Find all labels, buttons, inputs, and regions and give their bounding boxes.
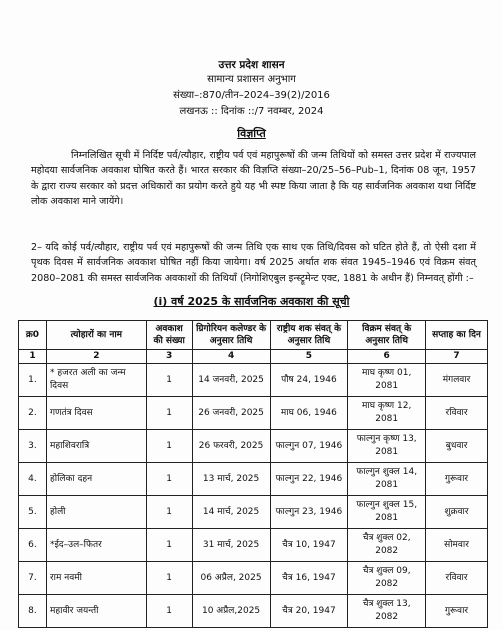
cell-sno: 8. [19,595,47,628]
col-header-gregorian: ग्रिगोरियन कलेण्डर के अनुसार तिथि [192,321,270,350]
cell-weekday: मंगलवार [426,364,488,397]
govt-name: उत्तर प्रदेश शासन [218,59,285,71]
cell-count: 1 [146,430,192,463]
cell-saka-date: फाल्गुन 22, 1946 [270,463,348,496]
column-number-row [19,350,488,364]
table-header-row [19,321,488,350]
cell-sno: 7. [19,562,47,595]
cell-count: 1 [146,496,192,529]
col-number: 7 [426,350,488,364]
table-row [19,430,488,463]
department-name: सामान्य प्रशासन अनुभाग [207,74,296,85]
col-number: 2 [46,350,146,364]
paragraph-1: निम्नलिखित सूची में निर्दिष्ट पर्व/त्यौहार, राष्ट्रीय पर्व एवं महापुरूषों की जन्म तिथियों को समस्त उत्तर प्रदेश में राज्यपाल महोदया सार्वजनिक अवकाश घोषित करते हैं। भारत सरकार की विज्ञप्ति संख्या–20/25–56–Pub–1, दिनांक 08 जून, 1957 के द्वारा राज्य सरकार को प्रदत्त अधिकारों का प्रयोग करते हुये यह भी स्पष्ट किया जाता है कि यह सार्वजनिक अवकाश यथा निर्दिष्ट लोक अवकाश माने जायेंगे। [31,150,476,207]
paragraph-2: 2– यदि कोई पर्व/त्यौहार, राष्ट्रीय पर्व एवं महापुरूषों की जन्म तिथि एक साथ एक तिथि/दिवस को घटित होते हैं, तो ऐसी दशा में पृथक दिवस में सार्वजनिक अवकाश घोषित नहीं किया जायेगा। वर्ष 2025 अर्थात शक संवत 1945–1946 एवं विक्रम संवत् 2080–2081 की समस्त सार्वजनिक अवकाशों की तिथियाँ (निगोशिएबुल इन्स्ट्रूमेन्ट एक्ट, 1881 के अधीन हैं) निम्नवत् होंगी :– [31,242,476,284]
table-row [19,496,488,529]
cell-weekday: गुरूवार [426,463,488,496]
col-header-vikram: विक्रम संवत् के अनुसार तिथि [348,321,426,350]
cell-gregorian-date: 14 मार्च, 2025 [192,496,270,529]
cell-count: 1 [146,397,192,430]
cell-sno: 6. [19,529,47,562]
cell-weekday: गुरूवार [426,595,488,628]
cell-saka-date: चैत्र 16, 1947 [270,562,348,595]
cell-count: 1 [146,529,192,562]
table-body [19,364,488,628]
cell-count: 1 [146,562,192,595]
cell-weekday: बुधवार [426,430,488,463]
cell-gregorian-date: 31 मार्च, 2025 [192,529,270,562]
col-header-sno: क्र0 [19,321,47,350]
cell-festival: गणतंत्र दिवस [46,397,146,430]
cell-vikram-date: चैत्र शुक्ल 13, 2082 [348,595,426,628]
cell-festival: होलिका दहन [46,463,146,496]
cell-sno: 3. [19,430,47,463]
date-line: लखनऊ :: दिनांक ::/7 नवम्बर, 2024 [179,106,324,117]
cell-festival: होली [46,496,146,529]
col-header-weekday: सप्ताह का दिन [426,321,488,350]
cell-saka-date: फाल्गुन 07, 1946 [270,430,348,463]
col-number: 3 [146,350,192,364]
col-header-saka: राष्ट्रीय शक संवत् के अनुसार तिथि [270,321,348,350]
table-row [19,463,488,496]
cell-weekday: रविवार [426,397,488,430]
cell-vikram-date: फाल्गुन कृष्ण 13, 2081 [348,430,426,463]
cell-gregorian-date: 26 जनवरी, 2025 [192,397,270,430]
cell-saka-date: पौष 24, 1946 [270,364,348,397]
col-header-festival: त्योहारों का नाम [46,321,146,350]
table-row [19,562,488,595]
holiday-list-title: (i) वर्ष 2025 के सार्वजनिक अवकाश की सूची [153,295,350,308]
cell-vikram-date: चैत्र शुक्ल 02, 2082 [348,529,426,562]
col-number: 5 [270,350,348,364]
cell-sno: 1. [19,364,47,397]
reference-number: संख्या–:870/तीन–2024–39(2)/2016 [173,90,330,101]
cell-festival: * हजरत अली का जन्म दिवस [46,364,146,397]
table-row [19,529,488,562]
cell-gregorian-date: 13 मार्च, 2025 [192,463,270,496]
cell-gregorian-date: 06 अप्रैल, 2025 [192,562,270,595]
cell-vikram-date: फाल्गुन शुक्ल 15, 2081 [348,496,426,529]
table-row [19,397,488,430]
cell-gregorian-date: 14 जनवरी, 2025 [192,364,270,397]
cell-sno: 4. [19,463,47,496]
cell-sno: 2. [19,397,47,430]
cell-weekday: रविवार [426,562,488,595]
cell-saka-date: चैत्र 10, 1947 [270,529,348,562]
cell-vikram-date: चैत्र शुक्ल 09, 2082 [348,562,426,595]
table-row [19,364,488,397]
cell-gregorian-date: 10 अप्रैल,2025 [192,595,270,628]
notice-title: विज्ञप्ति [237,127,266,140]
col-number: 6 [348,350,426,364]
col-header-count: अवकाश की संख्या [146,321,192,350]
cell-vikram-date: माघ कृष्ण 12, 2081 [348,397,426,430]
table-row [19,595,488,628]
cell-count: 1 [146,463,192,496]
col-number: 1 [19,350,47,364]
cell-vikram-date: माघ कृष्ण 01, 2081 [348,364,426,397]
holiday-table [18,320,488,628]
cell-saka-date: चैत्र 20, 1947 [270,595,348,628]
cell-festival: *ईद–उल–फितर [46,529,146,562]
cell-festival: महावीर जयन्ती [46,595,146,628]
cell-count: 1 [146,595,192,628]
cell-festival: महाशिवरात्रि [46,430,146,463]
cell-weekday: शुक्रवार [426,496,488,529]
cell-festival: राम नवमी [46,562,146,595]
cell-gregorian-date: 26 फरवरी, 2025 [192,430,270,463]
cell-weekday: सोमवार [426,529,488,562]
cell-saka-date: माघ 06, 1946 [270,397,348,430]
cell-vikram-date: फाल्गुन शुक्ल 14, 2081 [348,463,426,496]
col-number: 4 [192,350,270,364]
cell-sno: 5. [19,496,47,529]
cell-saka-date: फाल्गुन 23, 1946 [270,496,348,529]
cell-count: 1 [146,364,192,397]
